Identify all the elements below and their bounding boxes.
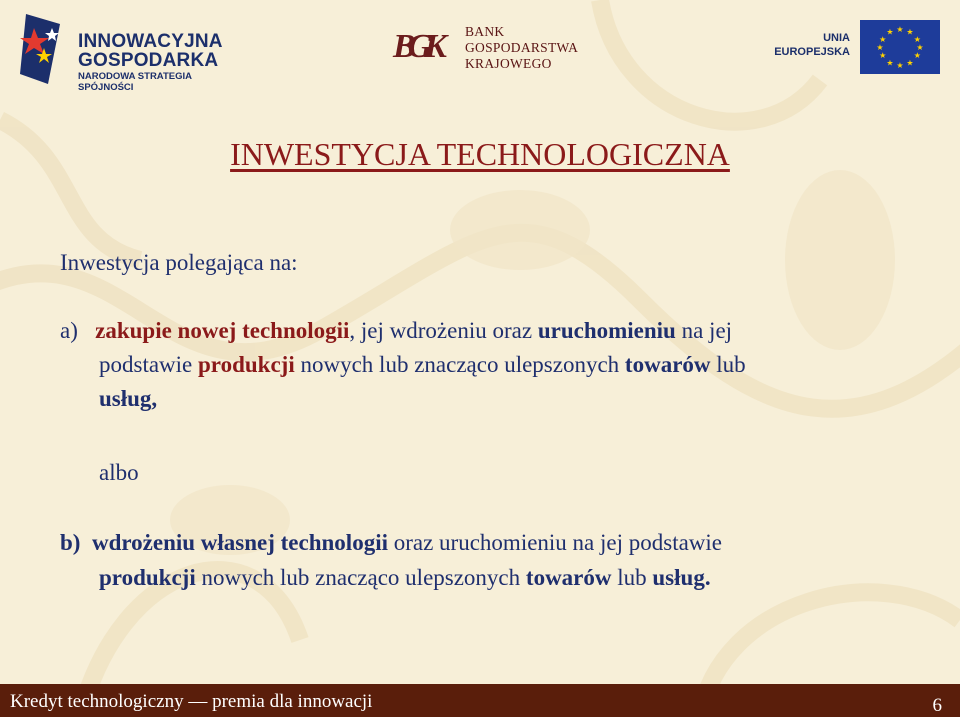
emphasis: usług, [99,386,158,411]
emphasis: zakupie nowej technologii [95,318,350,343]
bgk-line2: GOSPODARSTWA [465,40,579,55]
unia-europejska-logo [774,20,940,74]
svg-text:★: ★ [879,51,887,60]
footer-text: Kredyt technologiczny — premia dla innowacji [10,691,373,712]
ue-line2: EUROPEJSKA [774,46,850,58]
logo-left-line2: GOSPODARKA [78,50,219,71]
emphasis: towarów [525,565,612,590]
item-b-label: b) [60,530,81,555]
text: na jej [675,318,733,343]
emphasis: towarów [624,352,711,377]
text: nowych lub znacząco ulepszonych [294,352,625,377]
eu-flag-icon [860,20,940,74]
emphasis: produkcji [99,565,196,590]
svg-text:★: ★ [896,25,904,34]
innowacyjna-gospodarka-logo [18,14,248,93]
item-a-line3 [99,386,157,412]
bgk-monogram: BGK [393,28,439,65]
svg-text:★: ★ [876,43,884,52]
emphasis: uruchomieniu [537,318,676,343]
svg-text:★: ★ [906,27,914,37]
logo-left-line1: INNOWACYJNA [78,31,223,52]
text: , jej wdrożeniu oraz [349,318,538,343]
or-text: albo [99,460,139,485]
svg-text:★: ★ [906,58,914,68]
svg-text:★: ★ [896,61,904,70]
slide-title: INWESTYCJA TECHNOLOGICZNA [230,136,730,172]
item-a-label: a) [60,318,78,343]
bgk-line3: KRAJOWEGO [465,56,552,71]
text: podstawie [99,352,199,377]
svg-text:★: ★ [886,27,894,37]
logo-left-line3: NARODOWA STRATEGIA SPÓJNOŚCI [78,71,192,93]
page-number: 6 [932,695,942,716]
item-b-line1 [60,530,722,556]
text: nowych lub znacząco ulepszonych [195,565,526,590]
emphasis: usług. [652,565,711,590]
text: lub [710,352,746,377]
emphasis: wdrożeniu własnej technologii [91,530,388,555]
item-b-line2 [99,565,711,591]
svg-text:★: ★ [913,35,921,44]
svg-text:★: ★ [916,43,924,52]
ue-line1: UNIA [823,32,850,44]
bgk-logo [393,22,593,74]
item-a-line1 [60,318,732,344]
svg-text:★: ★ [879,35,887,44]
intro-text: Inwestycja polegająca na: [60,250,298,275]
item-a-line2 [99,352,746,378]
svg-text:★: ★ [913,51,921,60]
footer-bar [0,684,960,717]
svg-text:★: ★ [886,58,894,68]
star-flag-icon [18,14,74,86]
text: lub [611,565,653,590]
bgk-line1: BANK [465,24,505,39]
emphasis: produkcji [198,352,295,377]
text: oraz uruchomieniu na jej podstawie [387,530,723,555]
